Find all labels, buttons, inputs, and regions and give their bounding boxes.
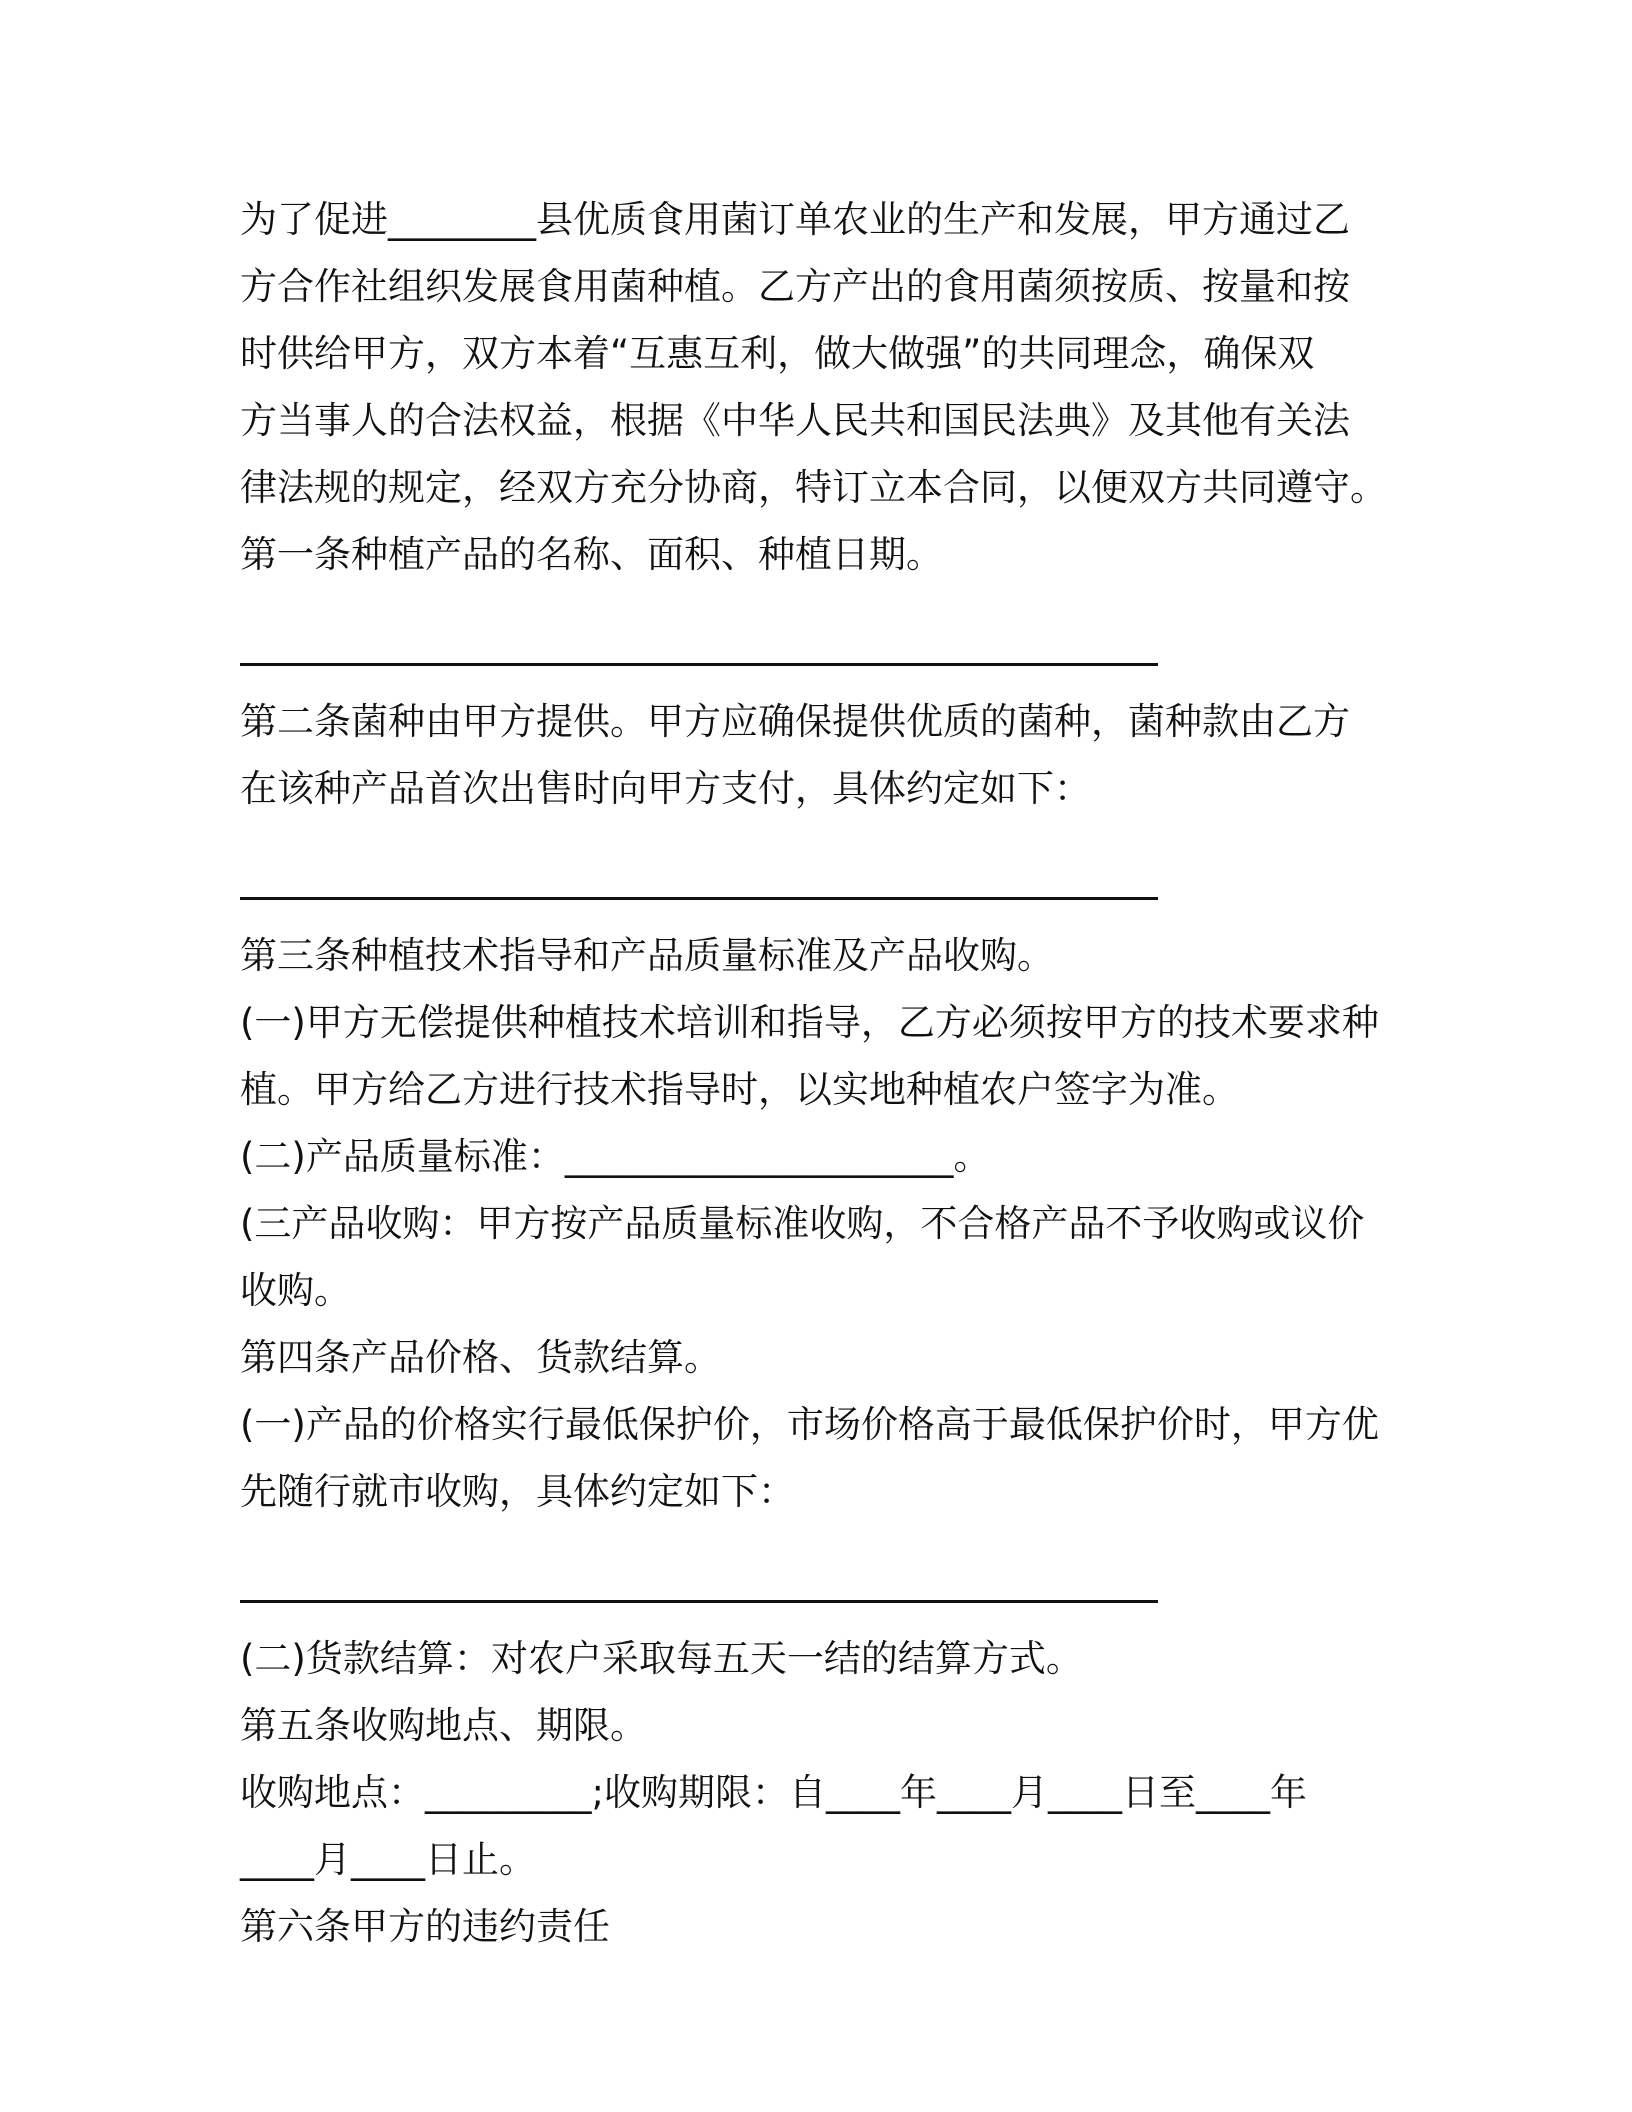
blank-fill-line [240, 621, 1390, 688]
article-4-heading [240, 1324, 1390, 1391]
article-3-item-1 [240, 989, 1390, 1123]
article-3-heading [240, 922, 1390, 989]
blank-fill-line [240, 855, 1390, 922]
article-5-detail [240, 1759, 1390, 1893]
text-line: 植。甲方给乙方进行技术指导时，以实地种植农户签字为准。 [240, 1068, 1239, 1111]
article-4-item-2 [240, 1625, 1390, 1692]
text-line: (一)产品的价格实行最低保护价，市场价格高于最低保护价时，甲方优 [240, 1403, 1379, 1446]
text-line: 在该种产品首次出售时向甲方支付，具体约定如下： [240, 767, 1091, 810]
article-3-item-3 [240, 1190, 1390, 1324]
text-line: 方当事人的合法权益，根据《中华人民共和国民法典》及其他有关法 [240, 399, 1350, 442]
text-line: 第二条菌种由甲方提供。甲方应确保提供优质的菌种，菌种款由乙方 [240, 700, 1350, 743]
text-line: (二)货款结算：对农户采取每五天一结的结算方式。 [240, 1637, 1083, 1680]
contract-body [240, 186, 1390, 1960]
text-line: 方合作社组织发展食用菌种植。乙方产出的食用菌须按质、按量和按 [240, 265, 1350, 308]
text-line: 第六条甲方的违约责任 [240, 1905, 610, 1948]
text-line: 收购。 [240, 1269, 351, 1312]
text-line: 为了促进________县优质食用菌订单农业的生产和发展，甲方通过乙 [240, 198, 1350, 241]
text-line: (二)产品质量标准：_____________________。 [240, 1135, 991, 1178]
text-line: 第四条产品价格、货款结算。 [240, 1336, 721, 1379]
text-line: 律法规的规定，经双方充分协商，特订立本合同，以便双方共同遵守。 [240, 466, 1387, 509]
text-line: 先随行就市收购，具体约定如下： [240, 1470, 795, 1513]
article-4-item-1 [240, 1391, 1390, 1525]
text-line: ____月____日止。 [240, 1838, 536, 1881]
text-line: (一)甲方无偿提供种植技术培训和指导，乙方必须按甲方的技术要求种 [240, 1001, 1379, 1044]
article-6-heading [240, 1893, 1390, 1960]
blank-fill-line [240, 1558, 1390, 1625]
text-line: 第五条收购地点、期限。 [240, 1704, 647, 1747]
article-5-heading [240, 1692, 1390, 1759]
text-line: 收购地点：_________;收购期限：自____年____月____日至____年 [240, 1771, 1307, 1814]
article-3-item-2 [240, 1123, 1390, 1190]
article-2-paragraph [240, 688, 1390, 822]
text-line: 第一条种植产品的名称、面积、种植日期。 [240, 533, 943, 576]
article-1-heading [240, 521, 1390, 588]
preamble-paragraph [240, 186, 1390, 521]
text-line: 第三条种植技术指导和产品质量标准及产品收购。 [240, 934, 1054, 977]
text-line: 时供给甲方，双方本着“互惠互利，做大做强”的共同理念，确保双 [240, 332, 1315, 375]
text-line: (三产品收购：甲方按产品质量标准收购，不合格产品不予收购或议价 [240, 1202, 1365, 1245]
